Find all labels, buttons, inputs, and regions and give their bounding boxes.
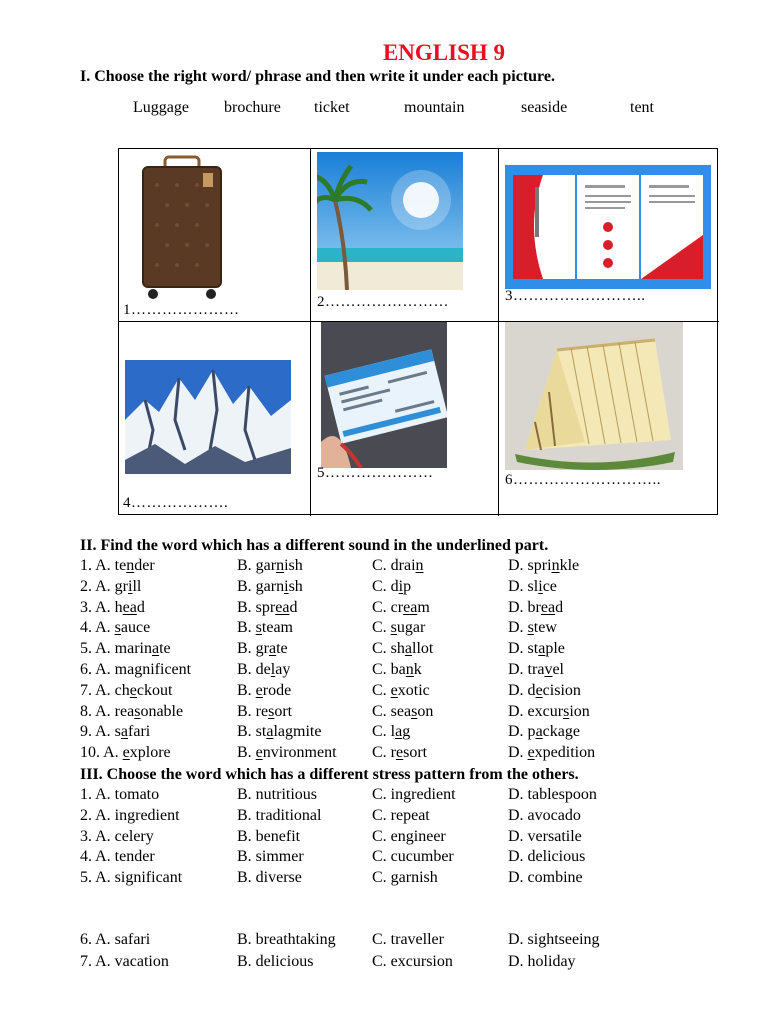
brochure-image: [505, 165, 711, 289]
underlined-part: a: [152, 640, 160, 658]
picture-cell-2: [311, 149, 499, 322]
tent-image: [505, 322, 683, 470]
answer-option: C. garnish: [372, 869, 438, 886]
underlined-part: e: [396, 744, 404, 762]
picture-cell-5: [311, 322, 499, 516]
answer-option: B. simmer: [237, 848, 304, 865]
underlined-part: s: [134, 702, 141, 720]
answer-option: B. spread: [237, 598, 298, 616]
underlined-part: a: [120, 723, 129, 741]
underlined-part: ea: [540, 598, 556, 616]
answer-option: D. staple: [508, 640, 565, 658]
answer-option: B. erode: [237, 681, 292, 699]
answer-option: D. holiday: [508, 953, 576, 970]
underlined-part: l: [270, 661, 276, 678]
answer-option: C. exotic: [372, 681, 430, 699]
answer-option: 7. A. checkout: [80, 681, 173, 699]
question-row: [80, 869, 760, 889]
answer-option: B. breathtaking: [237, 931, 336, 948]
underlined-part: n: [126, 557, 135, 574]
answer-option: D. expedition: [508, 744, 596, 762]
question-row: [80, 661, 760, 681]
underlined-part: s: [390, 619, 397, 637]
blank-1: 1…………………: [123, 302, 240, 318]
answer-option: D. versatile: [508, 828, 582, 845]
question-row: [80, 953, 760, 973]
picture-cell-4: [119, 322, 311, 516]
word-bank-item: tent: [630, 99, 654, 116]
word-bank-item: Luggage: [133, 99, 189, 116]
question-row: [80, 723, 760, 743]
answer-option: D. decision: [508, 681, 581, 699]
answer-option: 3. A. head: [80, 598, 145, 616]
underlined-part: e: [255, 681, 263, 699]
question-row: [80, 682, 760, 702]
answer-option: 5. A. marinate: [80, 640, 171, 658]
picture-cell-3: [499, 149, 719, 322]
question-row: [80, 744, 760, 764]
underlined-part: g: [134, 661, 143, 678]
answer-option: B. steam: [237, 619, 293, 637]
answer-option: B. delay: [237, 661, 291, 678]
question-row: [80, 557, 760, 577]
underlined-part: e: [129, 681, 137, 699]
answer-option: D. sightseeing: [508, 931, 600, 948]
underlined-part: a: [535, 723, 543, 741]
underlined-part: ea: [403, 598, 418, 616]
blank-2: 2……………………: [317, 294, 449, 310]
underlined-part: i: [284, 577, 289, 595]
word-bank-item: brochure: [224, 99, 281, 116]
answer-option: C. lag: [372, 723, 411, 741]
underlined-part: s: [268, 702, 275, 720]
picture-grid: [118, 148, 718, 515]
answer-option: 6. A. safari: [80, 931, 151, 948]
section1-heading: I. Choose the right word/ phrase and then write it under each picture.: [80, 68, 555, 85]
answer-option: 10. A. explore: [80, 744, 171, 762]
answer-option: D. bread: [508, 598, 564, 616]
underlined-part: s: [563, 702, 570, 720]
answer-option: C. shallot: [372, 640, 434, 658]
answer-option: D. combine: [508, 869, 583, 886]
answer-option: D. delicious: [508, 848, 586, 865]
section3-heading: III. Choose the word which has a different stress pattern from the others.: [80, 766, 579, 783]
luggage-image: [137, 155, 227, 301]
underlined-part: s: [411, 702, 418, 720]
answer-option: C. cream: [372, 598, 430, 616]
underlined-part: n: [415, 557, 424, 574]
underlined-part: n: [276, 557, 285, 574]
underlined-part: s: [527, 619, 534, 637]
page-title: ENGLISH 9: [382, 40, 506, 65]
answer-option: 8. A. reasonable: [80, 702, 184, 720]
underlined-part: e: [535, 681, 543, 699]
underlined-part: i: [128, 577, 133, 595]
underlined-part: s: [114, 619, 121, 637]
question-row: [80, 703, 760, 723]
answer-option: D. tablespoon: [508, 786, 597, 803]
answer-option: B. resort: [237, 702, 293, 720]
answer-option: C. sugar: [372, 619, 426, 637]
answer-option: 4. A. tender: [80, 848, 155, 865]
question-row: [80, 640, 760, 660]
question-row: [80, 828, 760, 848]
section2-heading: II. Find the word which has a different sound in the underlined part.: [80, 537, 549, 554]
answer-option: 2. A. grill: [80, 577, 142, 595]
question-row: [80, 578, 760, 598]
answer-option: C. cucumber: [372, 848, 454, 865]
answer-option: C. drain: [372, 557, 424, 574]
question-row: [80, 807, 760, 827]
answer-option: C. repeat: [372, 807, 430, 824]
question-row: [80, 931, 760, 951]
answer-option: B. environment: [237, 744, 337, 762]
underlined-part: i: [538, 577, 543, 595]
answer-option: B. stalagmite: [237, 723, 322, 741]
word-bank: [0, 99, 768, 119]
answer-option: C. dip: [372, 577, 412, 595]
question-row: [80, 786, 760, 806]
answer-option: 1. A. tender: [80, 557, 155, 574]
answer-option: 2. A. ingredient: [80, 807, 180, 824]
answer-option: C. ingredient: [372, 786, 456, 803]
answer-option: D. package: [508, 723, 580, 741]
word-bank-item: seaside: [521, 99, 568, 116]
answer-option: 4. A. sauce: [80, 619, 151, 637]
underlined-part: i: [398, 577, 404, 595]
answer-option: D. avocado: [508, 807, 581, 824]
underlined-part: e: [390, 681, 398, 699]
answer-option: 3. A. celery: [80, 828, 154, 845]
seaside-image: [317, 152, 463, 290]
underlined-part: a: [395, 723, 403, 741]
blank-6: 6………………………..: [505, 472, 661, 488]
question-row: [80, 599, 760, 619]
answer-option: B. delicious: [237, 953, 314, 970]
underlined-part: e: [527, 744, 535, 762]
blank-3: 3……………………..: [505, 288, 646, 304]
underlined-part: n: [551, 557, 560, 574]
answer-option: B. garnish: [237, 557, 303, 574]
underlined-part: ea: [275, 598, 290, 616]
answer-option: B. diverse: [237, 869, 302, 886]
answer-option: C. season: [372, 702, 434, 720]
question-row: [80, 848, 760, 868]
answer-option: 6. A. magnificent: [80, 661, 192, 678]
answer-option: D. excursion: [508, 702, 590, 720]
word-bank-item: ticket: [314, 99, 350, 116]
blank-4: 4……………….: [123, 495, 229, 511]
answer-option: B. traditional: [237, 807, 322, 824]
answer-option: B. garnish: [237, 577, 303, 595]
underlined-part: a: [538, 640, 546, 658]
underlined-part: v: [544, 661, 553, 678]
underlined-part: e: [122, 744, 130, 762]
answer-option: 5. A. significant: [80, 869, 183, 886]
underlined-part: ea: [122, 598, 137, 616]
answer-option: C. excursion: [372, 953, 453, 970]
answer-option: D. travel: [508, 661, 564, 678]
ticket-image: [321, 322, 447, 468]
underlined-part: a: [266, 723, 274, 741]
picture-cell-1: [119, 149, 311, 322]
blank-5: 5…………………: [317, 465, 434, 481]
underlined-part: e: [255, 744, 263, 762]
underlined-part: n: [405, 661, 414, 678]
mountain-image: [125, 360, 291, 474]
answer-option: C. bank: [372, 661, 422, 678]
answer-option: C. engineer: [372, 828, 446, 845]
answer-option: 9. A. safari: [80, 723, 151, 741]
answer-option: D. stew: [508, 619, 557, 637]
underlined-part: a: [404, 640, 413, 658]
question-row: [80, 619, 760, 639]
picture-cell-6: [499, 322, 719, 516]
answer-option: 1. A. tomato: [80, 786, 160, 803]
answer-option: C. resort: [372, 744, 428, 762]
answer-option: D. sprinkle: [508, 557, 580, 574]
underlined-part: s: [255, 619, 262, 637]
answer-option: B. benefit: [237, 828, 301, 845]
answer-option: C. traveller: [372, 931, 444, 948]
answer-option: 7. A. vacation: [80, 953, 169, 970]
word-bank-item: mountain: [404, 99, 465, 116]
answer-option: D. slice: [508, 577, 557, 595]
underlined-part: a: [269, 640, 277, 658]
answer-option: B. nutritious: [237, 786, 318, 803]
answer-option: B. grate: [237, 640, 288, 658]
